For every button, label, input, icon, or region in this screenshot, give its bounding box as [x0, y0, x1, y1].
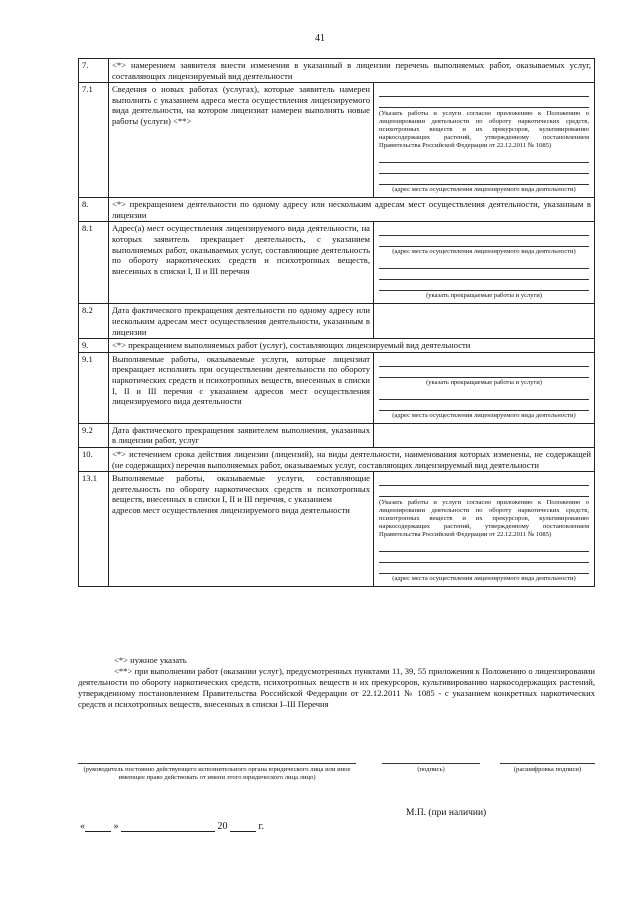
fill-cell: [374, 472, 595, 587]
year-suffix: г.: [258, 821, 264, 832]
page-number: 41: [315, 33, 325, 44]
row-text-part: адресов мест осуществления лицензируемого вида деятельности: [112, 504, 350, 515]
signature-line[interactable]: [382, 755, 480, 764]
row-number: 9.2: [79, 423, 109, 447]
fill-line[interactable]: [379, 86, 589, 97]
row-text-part: Выполняемые работы, оказываемые услуги, составляющие деятельность по обороту наркотических средств и психотропных веществ, внесенных в списки I, II и III перечня, с указанием: [112, 473, 370, 505]
table-row: [79, 59, 595, 83]
field-caption: (адрес места осуществления лицензируемого вида деятельности): [392, 186, 576, 194]
table-row: [79, 423, 595, 447]
table-row: [79, 222, 595, 304]
field-caption: (адрес места осуществления лицензируемого вида деятельности): [392, 575, 576, 583]
head-signature-line[interactable]: [78, 755, 356, 764]
field-caption: (Указать работы и услуги согласно приложению к Положению о лицензировании деятельности по обороту наркотических средств, психотропных веществ и их прекурсоров, культивированию наркосодержащих растений, утвержденному постановлением Правительства Российской Федерации от 22.12.2011 № 1085): [379, 110, 589, 150]
footnote: <**> при выполнении работ (оказании услуг), предусмотренных пунктами 11, 39, 55 приложения к Положению о лицензировании деятельности по обороту наркотических средств, психотропных веществ и их прекурсоров, культивированию наркосодержащих растений, утвержденному постановлением Правительства Российской Федерации от 22.12.2011 № 1085 - с указанием конкретных наркотических средств и психотропных веществ, внесенных в списки I–III Перечня: [78, 666, 595, 709]
fill-line[interactable]: [379, 152, 589, 163]
fill-cell[interactable]: [374, 423, 595, 447]
fill-cell: [374, 352, 595, 423]
fill-line[interactable]: [379, 367, 589, 378]
head-caption: (руководитель постоянно действующего исполнительного органа юридического лица или иное имеющее право действовать от имени этого юридического лица лицо): [83, 766, 351, 781]
month-field[interactable]: [121, 821, 215, 832]
fill-line[interactable]: [379, 552, 589, 563]
row-number: 7.1: [79, 83, 109, 198]
fill-line[interactable]: [379, 280, 589, 291]
row-number: 10.: [79, 447, 109, 471]
row-number: 13.1: [79, 472, 109, 587]
footnotes: [78, 655, 595, 710]
fill-line[interactable]: [379, 258, 589, 269]
fill-cell[interactable]: [374, 304, 595, 339]
row-text: <*> прекращением выполняемых работ (услуг), составляющих лицензируемый вид деятельности: [109, 339, 595, 353]
row-text: Сведения о новых работах (услугах), которые заявитель намерен выполнять с указанием адреса места осуществления лицензируемого вида деятельности, на котором лицензиат намерен выполнять новые работы (услуги) <**>: [109, 83, 374, 198]
table-row: [79, 447, 595, 471]
footnote: <*> нужное указать: [114, 655, 187, 665]
date-close-quote: »: [113, 821, 119, 832]
row-number: 8.2: [79, 304, 109, 339]
fill-line[interactable]: [379, 400, 589, 411]
fill-line[interactable]: [379, 541, 589, 552]
signature-block: [78, 755, 595, 805]
row-number: 8.: [79, 198, 109, 222]
table-row: [79, 83, 595, 198]
fill-line[interactable]: [379, 97, 589, 108]
table-row: [79, 352, 595, 423]
fill-line[interactable]: [379, 475, 589, 486]
fill-line[interactable]: [379, 236, 589, 247]
fill-cell: [374, 222, 595, 304]
fill-line[interactable]: [379, 269, 589, 280]
field-caption: (Указать работы и услуги согласно приложению к Положению о лицензировании деятельности по обороту наркотических средств, психотропных веществ и их прекурсоров, культивированию наркосодержащих растений, утвержденному постановлением Правительства Российской Федерации от 22.12.2011 № 1085): [379, 499, 589, 539]
row-text: <*> истечением срока действия лицензии (лицензий), на виды деятельности, наименования которых изменены, не содержащей (не содержащих) перечня выполняемых работ, оказываемых услуг, составляющих лицензируемый вид деятельности: [109, 447, 595, 471]
decode-caption: (расшифровка подписи): [513, 766, 582, 773]
row-text: <*> намерением заявителя внести изменения в указанный в лицензии перечень выполняемых работ, оказываемых услуг, составляющих лицензируемый вид деятельности: [109, 59, 595, 83]
decode-line[interactable]: [500, 755, 595, 764]
row-text: Выполняемые работы, оказываемые услуги, которые лицензиат прекращает исполнять при осуществлении деятельности по обороту наркотических средств и психотропных веществ, внесенных в списки I, II и III перечня с указанием адресов мест осуществления лицензируемого вида деятельности: [109, 352, 374, 423]
year-field[interactable]: [230, 821, 256, 832]
field-caption: (указать прекращаемые работы и услуги): [426, 378, 542, 386]
row-text: Дата фактического прекращения деятельности по одному адресу или нескольким адресам мест осуществления деятельности, указанным в лицензии: [109, 304, 374, 339]
field-caption: (адрес места осуществления лицензируемого вида деятельности): [392, 248, 576, 256]
fill-cell: [374, 83, 595, 198]
table-row: [79, 198, 595, 222]
field-caption: (адрес места осуществления лицензируемого вида деятельности): [392, 411, 576, 419]
row-text: Дата фактического прекращения заявителем выполнения, указанных в лицензии работ, услуг: [109, 423, 374, 447]
row-number: 9.1: [79, 352, 109, 423]
signature-caption: (подпись): [417, 766, 445, 773]
row-text: <*> прекращением деятельности по одному адресу или нескольким адресам мест осуществления деятельности, указанным в лицензии: [109, 198, 595, 222]
fill-line[interactable]: [379, 486, 589, 497]
row-text: [109, 472, 374, 587]
date-line: [80, 821, 264, 832]
row-text: Адрес(а) мест осуществления лицензируемого вида деятельности, на которых заявитель прекращает деятельность, с указанием выполняемых работ, оказываемых услуг, составляющие деятельность по обороту наркотических средств и психотропных веществ, внесенных в списки I, II и III перечня: [109, 222, 374, 304]
year-prefix: 20: [217, 821, 228, 832]
fill-line[interactable]: [379, 174, 589, 185]
table-row: [79, 339, 595, 353]
row-number: 9.: [79, 339, 109, 353]
fill-line[interactable]: [379, 563, 589, 574]
row-number: 7.: [79, 59, 109, 83]
field-caption: (указать прекращаемые работы и услуги): [426, 292, 542, 300]
table-row: [79, 472, 595, 587]
row-number: 8.1: [79, 222, 109, 304]
date-open-quote: «: [80, 821, 85, 832]
application-table: [78, 58, 595, 587]
day-field[interactable]: [85, 821, 111, 832]
fill-line[interactable]: [379, 225, 589, 236]
fill-line[interactable]: [379, 163, 589, 174]
fill-line[interactable]: [379, 356, 589, 367]
fill-line[interactable]: [379, 389, 589, 400]
table-row: [79, 304, 595, 339]
stamp-label: М.П. (при наличии): [406, 808, 487, 818]
